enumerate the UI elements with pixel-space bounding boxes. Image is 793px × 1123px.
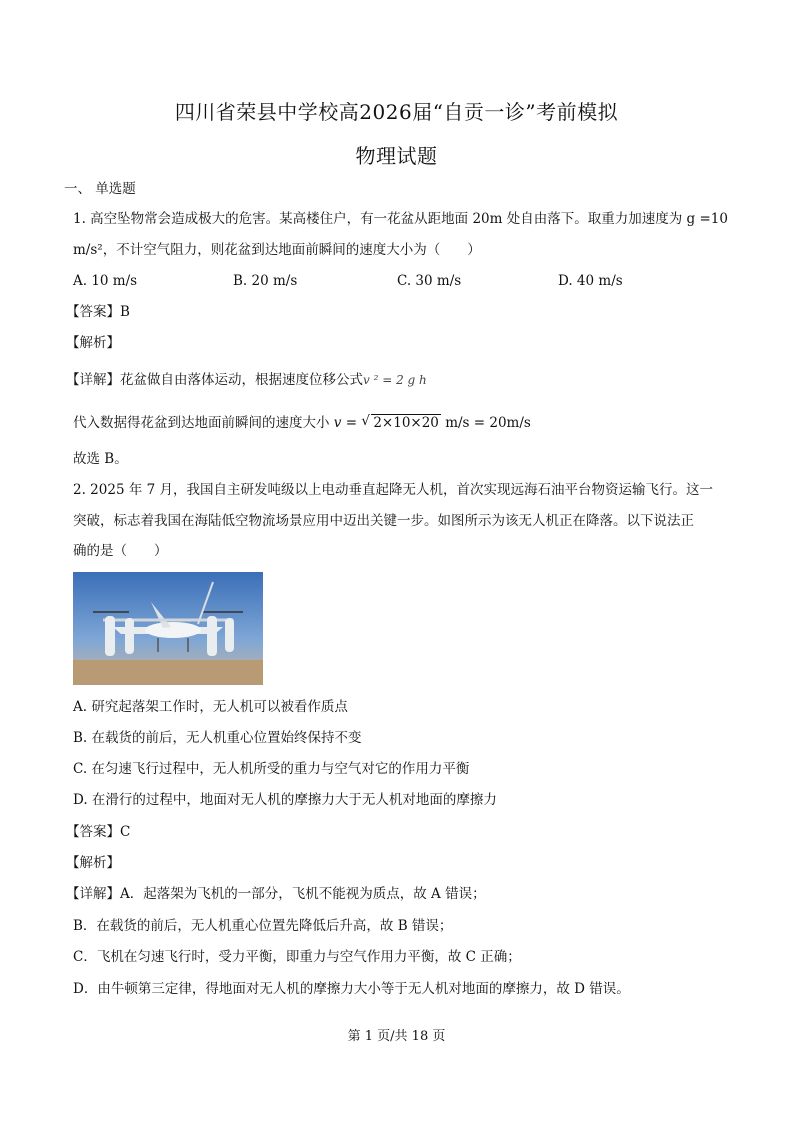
q1-stem-line2: m/s²，不计空气阻力，则花盆到达地面前瞬间的速度大小为（ ） (73, 242, 481, 258)
q2-stem-line1: 2. 2025 年 7 月，我国自主研发吨级以上电动垂直起降无人机，首次实现远海石油平台物资运输飞行。这一 (73, 482, 713, 498)
q1-conclusion: 故选 B。 (73, 451, 128, 467)
q1-option-c: C. 30 m/s (397, 273, 462, 289)
q1-calc-lhs: v = (333, 415, 358, 431)
q1-detail-text: 【详解】花盆做自由落体运动，根据速度位移公式 (66, 372, 363, 388)
page-title: 四川省荣县中学校高2026届“自贡一诊”考前模拟 (174, 100, 619, 124)
q1-detail (66, 371, 427, 389)
q1-calc-radicand: 2×10×20 (373, 415, 439, 431)
page-subtitle: 物理试题 (355, 144, 438, 168)
q1-calc-rhs: m/s = 20m/s (445, 415, 531, 431)
q1-option-b: B. 20 m/s (233, 273, 298, 289)
q2-option-d: D. 在滑行的过程中，地面对无人机的摩擦力大于无人机对地面的摩擦力 (73, 792, 497, 808)
q2-detail-b: B．在载货的前后，无人机重心位置先降低后升高，故 B 错误； (73, 918, 453, 934)
q1-stem-line1: 1. 高空坠物常会造成极大的危害。某高楼住户，有一花盆从距地面 20m 处自由落下。取重力加速度为 g =10 (73, 211, 728, 227)
q2-analysis-label: 【解析】 (66, 855, 120, 871)
q1-analysis-label: 【解析】 (66, 335, 120, 351)
q1-calc-text: 代入数据得花盆到达地面前瞬间的速度大小 (73, 415, 330, 431)
q1-calc (73, 414, 531, 432)
q2-option-c: C. 在匀速飞行过程中，无人机所受的重力与空气对它的作用力平衡 (73, 761, 470, 777)
q1-formula: v ² = 2 g h (363, 373, 427, 387)
q2-detail-c: C．飞机在匀速飞行时，受力平衡，即重力与空气作用力平衡，故 C 正确； (73, 949, 521, 965)
q2-option-a: A. 研究起落架工作时，无人机可以被看作质点 (73, 699, 348, 715)
q1-option-a: A. 10 m/s (73, 273, 138, 289)
q2-detail-d: D．由牛顿第三定律，得地面对无人机的摩擦力大小等于无人机对地面的摩擦力，故 D 错误。 (73, 981, 630, 997)
q2-stem-line3: 确的是（ ） (73, 543, 168, 559)
section-heading: 一、 单选题 (64, 181, 136, 197)
q2-option-b: B. 在载货的前后，无人机重心位置始终保持不变 (73, 730, 362, 746)
q1-option-d: D. 40 m/s (558, 273, 623, 289)
q1-answer: 【答案】B (66, 304, 130, 320)
q1-calc-sqrt (361, 414, 441, 432)
drone-photo (73, 572, 263, 685)
q2-answer: 【答案】C (66, 824, 131, 840)
q2-stem-line2: 突破，标志着我国在海陆低空物流场景应用中迈出关键一步。如图所示为该无人机正在降落。以下说法正 (73, 513, 694, 529)
q2-detail-a: 【详解】A．起落架为飞机的一部分，飞机不能视为质点，故 A 错误； (66, 886, 486, 902)
page-footer: 第 1 页/共 18 页 (347, 1029, 446, 1044)
